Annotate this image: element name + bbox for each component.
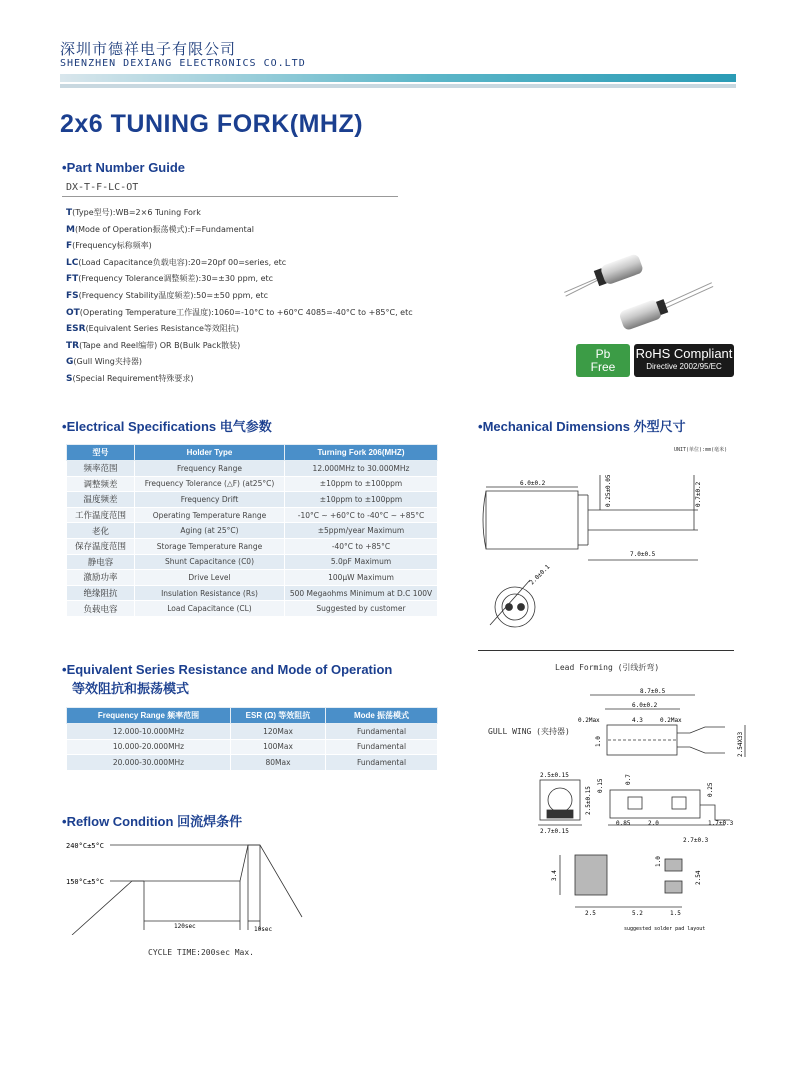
crystal-1 [560, 253, 644, 300]
temp-label: 150°C±5°C [66, 878, 104, 886]
part-number-item: M(Mode of Operation振荡模式):F=Fundamental [66, 224, 254, 235]
company-name-cn: 深圳市德祥电子有限公司 [60, 40, 237, 58]
table-cell: Drive Level [135, 570, 285, 586]
table-row [67, 554, 438, 570]
header-bar-sub [60, 84, 736, 88]
table-cell: Frequency Drift [135, 492, 285, 508]
part-number-code: DX-T-F-LC-OT [66, 182, 139, 193]
part-number-item: TR(Tape and Reel编带) OR B(Bulk Pack散装) [66, 340, 241, 351]
dim-label: 1.0 [595, 736, 602, 747]
col-header: ESR (Ω) 等效阻抗 [231, 708, 326, 724]
table-cell: Aging (at 25°C) [135, 523, 285, 539]
esr-table [66, 707, 438, 771]
part-number-heading: •Part Number Guide [62, 160, 186, 175]
table-cell: 负载电容 [67, 601, 135, 617]
dim-label: 2.54X33 [737, 731, 744, 757]
part-number-item: FS(Frequency Stability温度频差):50=±50 ppm, etc [66, 290, 268, 301]
part-number-item: ESR(Equivalent Series Resistance等效阻抗) [66, 324, 240, 335]
mechanical-drawing [470, 455, 740, 655]
table-row [67, 601, 438, 617]
dim-label: 0.15 [597, 778, 604, 793]
page-title: 2x6 TUNING FORK(MHZ) [60, 110, 364, 138]
dim-label: 0.7±0.2 [695, 481, 702, 507]
table-row [67, 739, 438, 755]
dim-label: 2.7±0.3 [683, 837, 709, 844]
rohs-badge: RoHS Compliant Directive 2002/95/EC [634, 344, 734, 377]
part-number-item: S(Special Requirement特殊要求) [66, 373, 194, 384]
crystal-2 [618, 279, 717, 330]
table-cell: ±10ppm to ±100ppm [285, 492, 438, 508]
table-row [67, 538, 438, 554]
divider [62, 196, 398, 197]
part-number-list [66, 205, 413, 388]
lead-forming-drawing [520, 685, 750, 935]
table-cell: 20.000-30.000MHz [67, 755, 231, 771]
col-header: Turning Fork 206(MHZ) [285, 445, 438, 461]
dim-label: 5.2 [632, 910, 643, 917]
table-cell: 老化 [67, 523, 135, 539]
esr-heading-cn: 等效阻抗和振荡模式 [72, 682, 190, 697]
dim-label: 0.25±0.05 [605, 474, 612, 507]
time-label: 10sec [254, 926, 273, 933]
dim-label: 2.7±0.15 [540, 828, 569, 835]
table-cell: Frequency Tolerance (△F) (at25°C) [135, 476, 285, 492]
table-cell: 12.000MHz to 30.000MHz [285, 461, 438, 477]
time-label: 120sec [174, 923, 196, 930]
company-name-en: SHENZHEN DEXIANG ELECTRONICS CO.LTD [60, 58, 306, 69]
table-row [67, 570, 438, 586]
dim-label: 0.25 [707, 782, 714, 797]
table-cell: Fundamental [326, 724, 438, 740]
dim-label: 2.5 [585, 910, 596, 917]
table-cell: 调整频差 [67, 476, 135, 492]
table-row [67, 724, 438, 740]
part-number-item: F(Frequency标称频率) [66, 241, 152, 252]
table-cell: 绝缘阻抗 [67, 585, 135, 601]
unit-label: UNIT(单位):mm(毫米) [674, 447, 728, 453]
table-row [67, 523, 438, 539]
table-cell: Shunt Capacitance (C0) [135, 554, 285, 570]
col-header: Frequency Range 频率范围 [67, 708, 231, 724]
table-row [67, 461, 438, 477]
dim-label: 1.7±0.3 [708, 820, 734, 827]
table-cell: 100Max [231, 739, 326, 755]
dim-label: 1.0 [655, 856, 662, 867]
table-cell: Frequency Range [135, 461, 285, 477]
dim-label: 2.5±0.15 [540, 772, 569, 779]
pad-caption: suggested solder pad layout [624, 926, 706, 932]
col-header: Holder Type [135, 445, 285, 461]
dim-label: 0.85 [616, 820, 631, 827]
part-number-item: FT(Frequency Tolerance调整频差):30=±30 ppm, etc [66, 274, 274, 285]
table-cell: 80Max [231, 755, 326, 771]
table-cell: 温度频差 [67, 492, 135, 508]
table-cell: Fundamental [326, 755, 438, 771]
divider [478, 650, 734, 651]
part-number-item: OT(Operating Temperature工作温度):1060=-10°C to +60°C 4085=-40°C to +85°C, etc [66, 307, 413, 318]
mechanical-heading: •Mechanical Dimensions 外型尺寸 [478, 419, 686, 435]
table-cell: 保存温度范围 [67, 538, 135, 554]
table-cell: 500 Megaohms Minimum at D.C 100V [285, 585, 438, 601]
dim-label: 4.3 [632, 717, 643, 724]
dim-label: 0.2Max [578, 717, 600, 724]
table-cell: ±10ppm to ±100ppm [285, 476, 438, 492]
dim-label: 2.5±0.15 [585, 786, 592, 815]
dim-label: 2.54 [695, 870, 702, 885]
table-cell: Insulation Resistance (Rs) [135, 585, 285, 601]
table-row [67, 755, 438, 771]
dim-label: 0.7 [625, 774, 632, 785]
table-cell: -10°C ~ +60°C to -40°C ~ +85°C [285, 507, 438, 523]
dim-label: 3.4 [551, 870, 558, 881]
table-cell: Load Capacitance (CL) [135, 601, 285, 617]
table-cell: 频率范围 [67, 461, 135, 477]
header-bar [60, 74, 736, 82]
table-cell: 12.000-10.000MHz [67, 724, 231, 740]
electrical-table [66, 444, 438, 617]
dim-label: 2.0±0.1 [528, 563, 552, 587]
dim-label: 6.0±0.2 [632, 702, 658, 709]
table-cell: Storage Temperature Range [135, 538, 285, 554]
reflow-chart [62, 835, 322, 935]
dim-label: 1.5 [670, 910, 681, 917]
dim-label: 2.0 [648, 820, 659, 827]
table-cell: 10.000-20.000MHz [67, 739, 231, 755]
table-cell: Operating Temperature Range [135, 507, 285, 523]
table-cell: 激励功率 [67, 570, 135, 586]
table-cell: Suggested by customer [285, 601, 438, 617]
table-cell: 工作温度范围 [67, 507, 135, 523]
pb-free-badge: Pb Free [576, 344, 630, 377]
table-row [67, 507, 438, 523]
table-row [67, 585, 438, 601]
electrical-heading: •Electrical Specifications 电气参数 [62, 419, 272, 435]
temp-label: 240°C±5°C [66, 842, 104, 850]
gull-wing-label: GULL WING (夹持器) [488, 727, 570, 736]
table-cell: 120Max [231, 724, 326, 740]
esr-heading: •Equivalent Series Resistance and Mode of Operation [62, 662, 393, 677]
table-cell: ±5ppm/year Maximum [285, 523, 438, 539]
part-number-item: G(Gull Wing夹持器) [66, 357, 142, 368]
part-number-item: T(Type型号):WB=2×6 Tuning Fork [66, 208, 201, 218]
table-cell: 100μW Maximum [285, 570, 438, 586]
cycle-time: CYCLE TIME:200sec Max. [148, 948, 254, 957]
table-cell: Fundamental [326, 739, 438, 755]
col-header: Mode 振荡模式 [326, 708, 438, 724]
col-header: 型号 [67, 445, 135, 461]
part-number-item: LC(Load Capacitance负载电容):20=20pf 00=series, etc [66, 257, 287, 268]
table-cell: 5.0pF Maximum [285, 554, 438, 570]
dim-label: 0.2Max [660, 717, 682, 724]
lead-forming-heading: Lead Forming (引线折弯) [555, 663, 660, 672]
dim-label: 7.0±0.5 [630, 551, 656, 558]
table-row [67, 492, 438, 508]
table-cell: 静电容 [67, 554, 135, 570]
table-row [67, 476, 438, 492]
table-cell: -40°C to +85°C [285, 538, 438, 554]
dim-label: 8.7±0.5 [640, 688, 666, 695]
crystal-image [560, 240, 720, 330]
reflow-heading: •Reflow Condition 回流焊条件 [62, 814, 243, 830]
dim-label: 6.0±0.2 [520, 480, 546, 487]
